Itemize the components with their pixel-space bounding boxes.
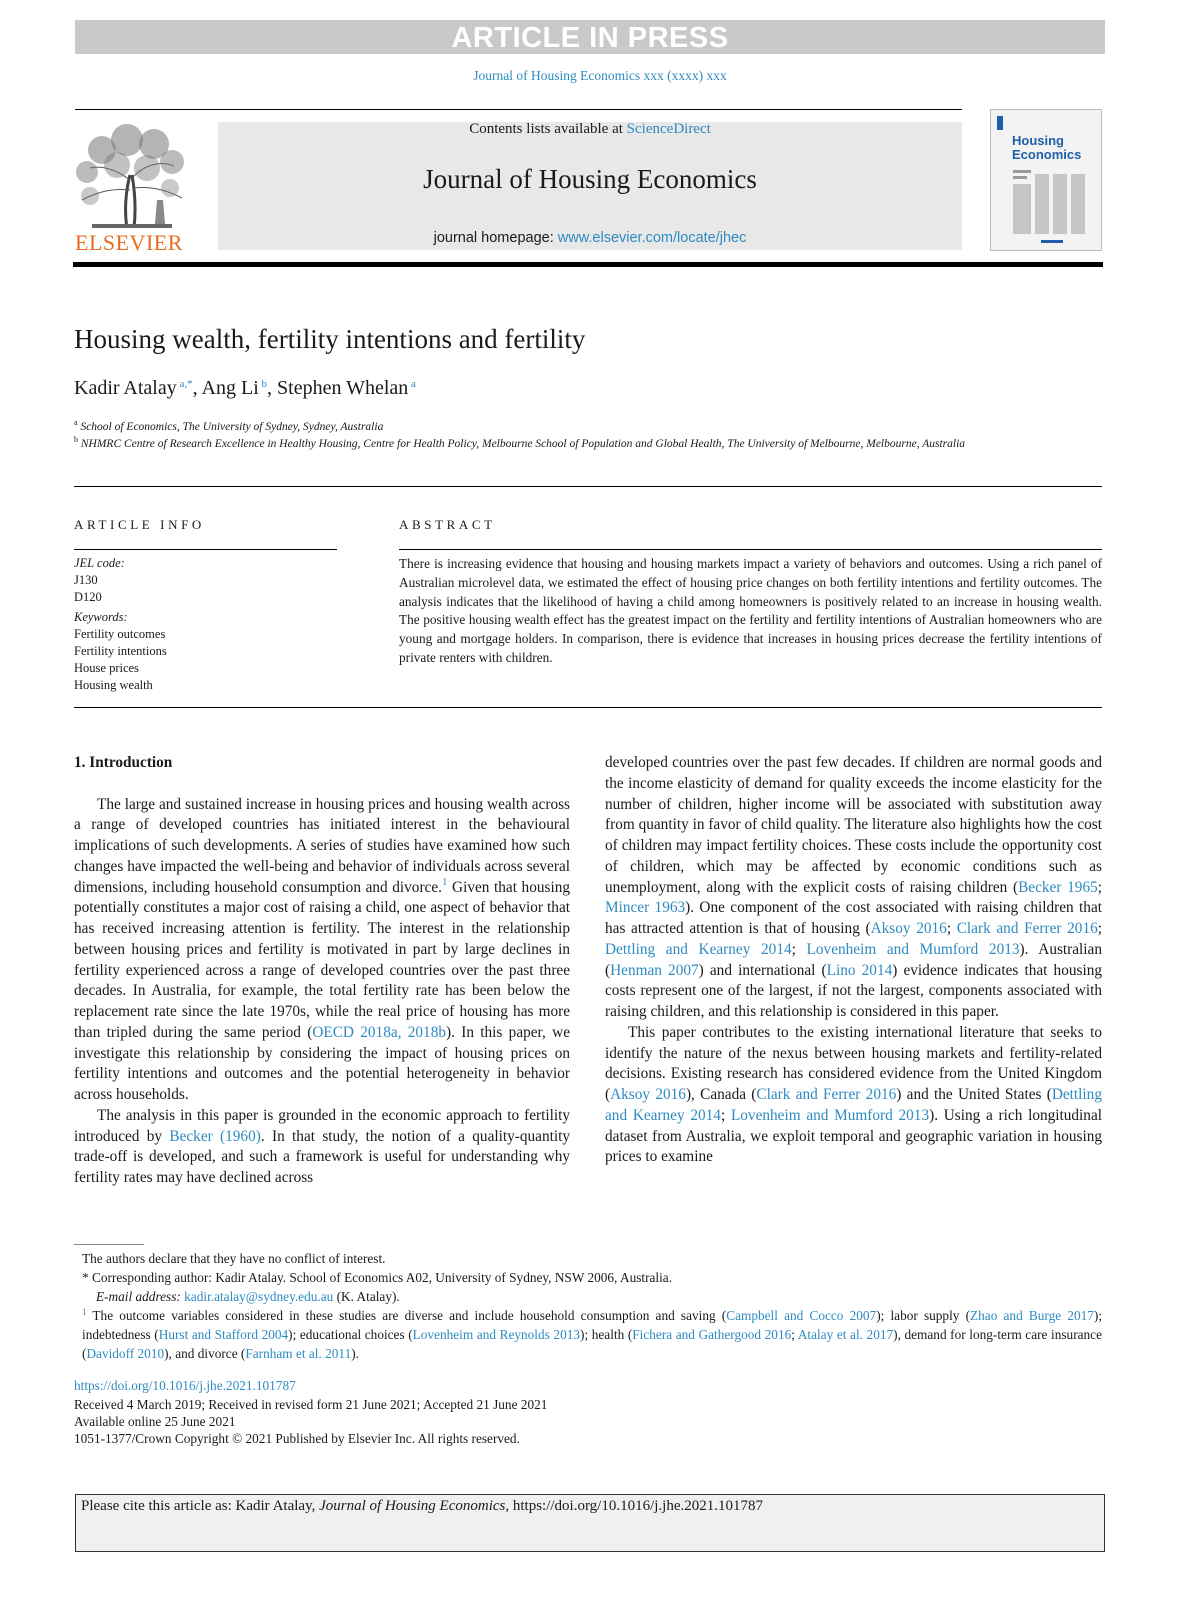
citation-link[interactable]: Lovenheim and Mumford 2013 xyxy=(806,940,1020,958)
citation-link[interactable]: Hurst and Stafford 2004 xyxy=(158,1327,289,1342)
citation-box xyxy=(75,1494,1105,1552)
cite-prefix: Please cite this article as: Kadir Atalay, xyxy=(81,1498,320,1514)
cite-suffix: , https://doi.org/10.1016/j.jhe.2021.101787 xyxy=(505,1498,764,1514)
text-run: This paper contributes to the existing international literature that seeks to identify the nature of the nexus between housing markets and fertility-related decisions. Existing research has considered evidence from the United Kingdom ( xyxy=(605,1023,1102,1103)
sciencedirect-link[interactable]: ScienceDirect xyxy=(626,121,711,137)
citation-link[interactable]: Becker (1960) xyxy=(169,1127,261,1145)
text-run: ). One component of the cost associated with raising children that has attracted attention is that of housing ( xyxy=(605,899,1102,937)
jel-code: J130 xyxy=(74,573,98,587)
text-run: ) evidence indicates that housing costs represent one of the largest, if not the largest, components associated with raising children, and this relationship is considered in this paper. xyxy=(605,961,1102,1020)
jel-label: JEL code: xyxy=(74,556,125,570)
abstract-text: There is increasing evidence that housing and housing markets impact a variety of behaviors and outcomes. Using a rich panel of Australian microlevel data, we estimated the effect of housing price changes on both fertility intentions and fertility outcomes. The analysis indicates that the likelihood of having a child among homeowners is positively related to an increase in housing wealth. The positive housing wealth effect has the greatest impact on the fertility and fertility intentions of Australian homeowners who are young and mortgage holders. In comparison, there is evidence that increases in housing prices decrease the fertility intentions of private renters with children. xyxy=(399,556,1102,665)
text-run: ). Australian ( xyxy=(605,940,1102,979)
citation-link[interactable]: Aksoy 2016 xyxy=(870,920,947,937)
author-affiliation-mark[interactable]: a xyxy=(408,378,416,390)
text-run: ), Canada ( xyxy=(685,1086,757,1103)
cover-title xyxy=(1012,134,1102,162)
journal-cover-thumbnail xyxy=(990,109,1102,251)
corresponding-author-note: * Corresponding author: Kadir Atalay. School of Economics A02, University of Sydney, NSW 2006, Australia. xyxy=(82,1270,673,1285)
text-run: The analysis in this paper is grounded in the economic approach to fertility introduced by xyxy=(74,1106,570,1145)
text-run: ; xyxy=(791,1327,798,1342)
article-info-heading: ARTICLE INFO xyxy=(74,517,205,532)
author-separator: , xyxy=(192,377,202,399)
text-run: ; xyxy=(791,940,807,958)
affiliation-rule xyxy=(74,486,1102,487)
citation-link[interactable]: Aksoy 2016 xyxy=(610,1086,686,1103)
affiliation-text: School of Economics, The University of Sydney, Sydney, Australia xyxy=(80,421,384,433)
text-run: The outcome variables considered in these studies are diverse and include household consumption and saving ( xyxy=(86,1308,727,1323)
text-run: ) and the United States ( xyxy=(896,1086,1052,1103)
homepage-prefix: journal homepage: xyxy=(433,230,558,246)
email-link[interactable]: kadir.atalay@sydney.edu.au xyxy=(184,1289,334,1304)
author-list xyxy=(74,377,416,400)
journal-homepage-link[interactable]: www.elsevier.com/locate/jhec xyxy=(557,230,747,246)
citation-link[interactable]: OECD 2018a, 2018b xyxy=(312,1023,447,1041)
header-thick-rule xyxy=(73,262,1103,267)
cover-decoration xyxy=(991,110,1101,250)
text-run: developed countries over the past few decades. If children are normal goods and the income elasticity of demand for quality exceeds the income elasticity for the number of children, higher income will be associated with substitution away from quantity in favor of child quality. The literature also highlights how the cost of children may impact fertility choices. These costs include the opportunity cost of children, which may be affected by economic conditions such as unemployment, along with the explicit costs of raising children ( xyxy=(605,754,1102,896)
affiliation-text: NHMRC Centre of Research Excellence in Healthy Housing, Centre for Health Policy, Melbourne School of Population and Global Health, The University of Melbourne, Melbourne, Australia xyxy=(80,438,966,450)
citation-link[interactable]: Zhao and Burge 2017 xyxy=(970,1308,1094,1323)
article-info-body xyxy=(74,555,334,694)
text-run: ); indebtedness ( xyxy=(82,1308,1103,1342)
text-run: Given that housing potentially constitutes a major cost of raising a child, one aspect of behavior that has received increasing attention is fertility. The interest in the relationship between housing prices and fertility is motivated in part by large declines in fertility experienced across a range of developed countries over the past three decades. In Australia, for example, the total fertility rate has been below the replacement rate since the late 1970s, while the real price of housing has more than tripled during the same period ( xyxy=(74,878,570,1041)
text-run: . In that study, the notion of a quality-quantity trade-off is developed, and such a framework is useful for understanding why fertility rates may have declined across xyxy=(74,1127,570,1186)
received-dates: Received 4 March 2019; Received in revised form 21 June 2021; Accepted 21 June 2021 xyxy=(74,1397,548,1412)
keyword: Housing wealth xyxy=(74,678,153,692)
paragraph xyxy=(74,795,570,1106)
conflict-statement: The authors declare that they have no conflict of interest. xyxy=(82,1251,386,1266)
text-run: ); educational choices ( xyxy=(288,1327,413,1342)
affiliation-b xyxy=(74,436,1104,453)
citation-link[interactable]: Becker 1965 xyxy=(1018,878,1098,896)
keyword: Fertility intentions xyxy=(74,644,167,658)
cover-title-line2: Economics xyxy=(1012,147,1082,162)
citation-link[interactable]: Clark and Ferrer 2016 xyxy=(956,920,1098,937)
keywords-label: Keywords: xyxy=(74,610,128,624)
body-column-right xyxy=(605,753,1102,1168)
abstract-heading: ABSTRACT xyxy=(399,517,496,532)
affiliation-mark: a xyxy=(74,418,78,427)
article-info-rule xyxy=(74,549,337,550)
text-run: ; xyxy=(1097,920,1102,937)
text-run: ); labor supply ( xyxy=(876,1308,971,1323)
text-run: ; xyxy=(1097,878,1102,896)
doi-link[interactable]: https://doi.org/10.1016/j.jhe.2021.101787 xyxy=(74,1378,296,1393)
author-name: Stephen Whelan xyxy=(277,377,409,399)
email-line xyxy=(74,1287,1102,1306)
affiliation-a xyxy=(74,419,1104,436)
copyright-line: 1051-1377/Crown Copyright © 2021 Published by Elsevier Inc. All rights reserved. xyxy=(74,1431,520,1446)
citation-link[interactable]: Dettling and Kearney 2014 xyxy=(605,1086,1102,1124)
corresponding-author-mark[interactable]: * xyxy=(187,378,193,390)
affiliation-mark: b xyxy=(74,435,78,444)
author-name: Kadir Atalay xyxy=(74,377,177,399)
citation-link[interactable]: Campbell and Cocco 2007 xyxy=(726,1308,877,1323)
text-run: ; xyxy=(946,920,957,937)
text-run: ), demand for long-term care insurance ( xyxy=(82,1327,1102,1361)
section-heading: 1. Introduction xyxy=(74,754,173,771)
header-top-rule xyxy=(75,109,962,110)
body-column-left xyxy=(74,753,570,1189)
footnotes xyxy=(74,1249,1102,1363)
publication-info xyxy=(74,1377,1102,1447)
citation-link[interactable]: Lovenheim and Mumford 2013 xyxy=(730,1106,930,1124)
citation-link[interactable]: Fichera and Gathergood 2016 xyxy=(632,1327,792,1342)
article-title: Housing wealth, fertility intentions and fertility xyxy=(74,324,586,354)
citation-link[interactable]: Atalay et al. 2017 xyxy=(797,1327,894,1342)
paragraph-continued xyxy=(605,753,1102,1023)
jel-code: D120 xyxy=(74,590,102,604)
author-name: Ang Li xyxy=(201,377,259,399)
author-affiliation-mark[interactable]: b xyxy=(258,378,268,390)
citation-link[interactable]: Mincer 1963 xyxy=(605,899,686,917)
footnote-marker[interactable]: 1 xyxy=(441,875,448,888)
keyword: House prices xyxy=(74,661,139,675)
citation-link[interactable]: Davidoff 2010 xyxy=(86,1346,165,1361)
email-label: E-mail address: xyxy=(96,1289,185,1304)
citation-link[interactable]: Henman 2007 xyxy=(610,961,699,979)
footnote-marker[interactable]: 1 xyxy=(82,1307,87,1317)
citation-link[interactable]: Farnham et al. 2011 xyxy=(245,1346,352,1361)
author-affiliation-mark[interactable]: a, xyxy=(176,378,188,390)
text-run: ). xyxy=(351,1346,359,1361)
journal-reference-link[interactable]: Journal of Housing Economics xxx (xxxx) xxx xyxy=(473,68,727,83)
available-online: Available online 25 June 2021 xyxy=(74,1414,236,1429)
text-run: ). In this paper, we investigate this relationship by considering the impact of housing prices on fertility intentions and outcomes and the potential heterogeneity in behavior across households. xyxy=(74,1023,570,1103)
citation-link[interactable]: Dettling and Kearney 2014 xyxy=(605,940,792,958)
abstract-rule xyxy=(399,549,1102,550)
email-suffix: (K. Atalay). xyxy=(333,1289,400,1304)
cover-title-line1: Housing xyxy=(1012,133,1064,148)
paragraph xyxy=(74,1106,570,1189)
citation-link[interactable]: Lovenheim and Reynolds 2013 xyxy=(412,1327,581,1342)
text-run: ); health ( xyxy=(580,1327,633,1342)
author-separator: , xyxy=(267,377,278,399)
article-in-press-banner: ARTICLE IN PRESS xyxy=(75,20,1105,54)
citation-link[interactable]: Lino 2014 xyxy=(826,961,893,979)
text-run: The large and sustained increase in housing prices and housing wealth across a range of developed countries has initiated interest in the behavioural implications of such developments. A series of studies have examined how such changes have impacted the well-being and behavior of individuals across several dimensions, including household consumption and divorce. xyxy=(74,795,570,896)
keyword: Fertility outcomes xyxy=(74,627,166,641)
paragraph xyxy=(605,1023,1102,1168)
text-run: ), and divorce ( xyxy=(164,1346,246,1361)
homepage-line xyxy=(218,230,962,246)
contents-line xyxy=(218,121,962,138)
text-run: ). Using a rich longitudinal dataset from Australia, we exploit temporal and geographic variation in housing prices to examine xyxy=(605,1106,1102,1166)
text-run: ; xyxy=(720,1106,731,1124)
footnote-rule xyxy=(74,1244,144,1245)
citation-link[interactable]: Clark and Ferrer 2016 xyxy=(756,1086,897,1103)
footnote-1 xyxy=(74,1306,1102,1363)
contents-prefix: Contents lists available at xyxy=(469,121,627,137)
abstract-end-rule xyxy=(74,707,1102,708)
text-run: ) and international ( xyxy=(698,961,827,979)
journal-name: Journal of Housing Economics xyxy=(423,164,757,194)
elsevier-wordmark: ELSEVIER xyxy=(75,230,183,255)
cite-journal: Journal of Housing Economics xyxy=(319,1498,506,1514)
